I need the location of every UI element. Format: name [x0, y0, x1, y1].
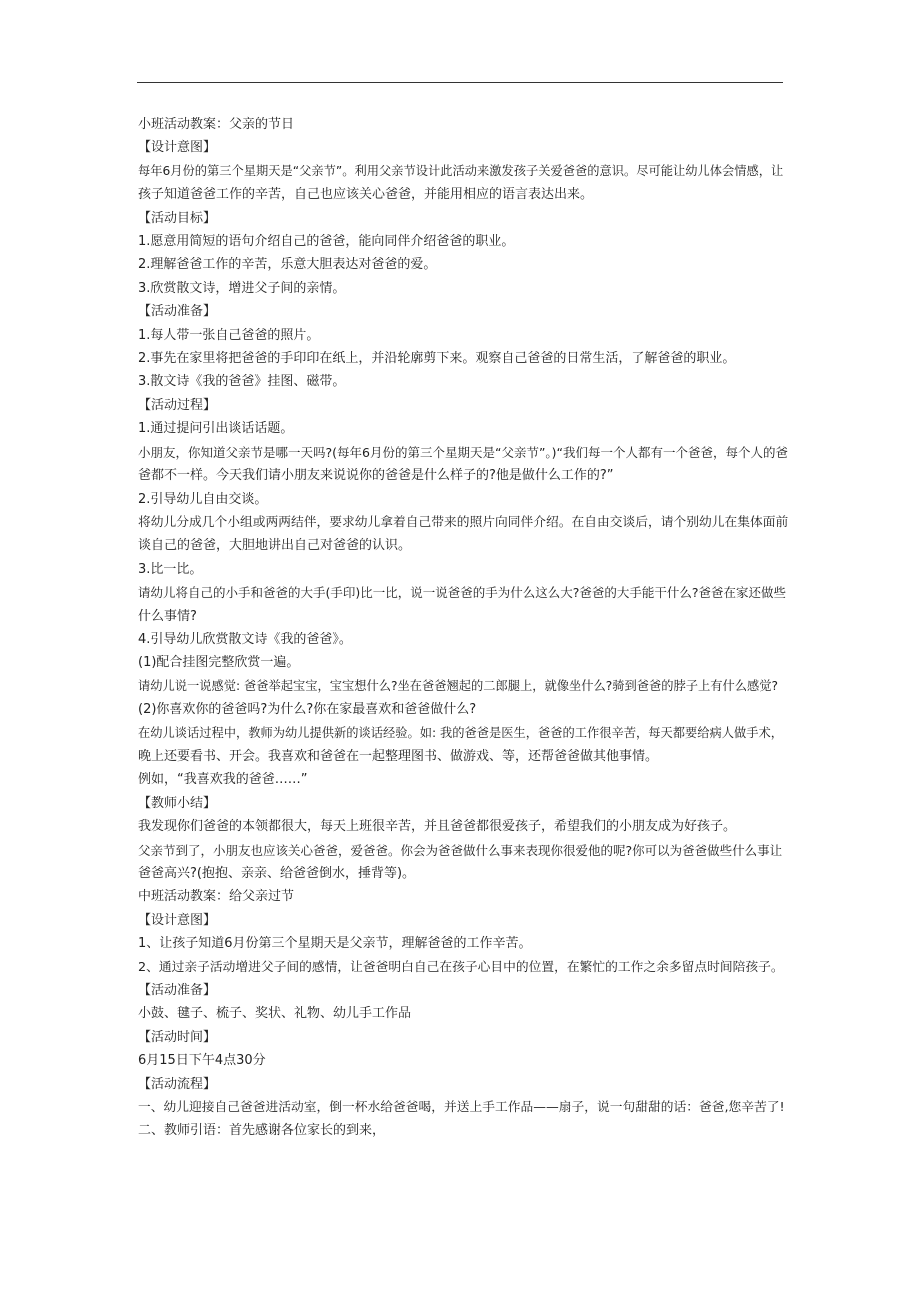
- text-line: 【设计意图】: [138, 140, 217, 156]
- text-line: 小鼓、毽子、梳子、奖状、礼物、幼儿手工作品: [138, 1006, 412, 1022]
- text-line: 3.欣赏散文诗，增进父子间的亲情。: [138, 280, 346, 296]
- text-line: 中班活动教案：给父亲过节: [138, 889, 295, 905]
- text-line: (1)配合挂图完整欣赏一遍。: [138, 655, 300, 671]
- header-rule: [137, 82, 783, 83]
- text-line: 【活动时间】: [138, 1029, 217, 1045]
- text-line: 什么事情?: [138, 608, 197, 624]
- document-body: [138, 113, 788, 1143]
- text-line: (2)你喜欢你的爸爸吗?为什么?你在家最喜欢和爸爸做什么?: [138, 702, 477, 718]
- text-line: 孩子知道爸爸工作的辛苦，自己也应该关心爸爸，并能用相应的语言表达出来。: [138, 187, 594, 203]
- text-line: 1.通过提问引出谈话话题。: [138, 421, 294, 437]
- text-line: 小朋友，你知道父亲节是哪一天吗?(每年6月份的第三个星期天是“父亲节”。)“我们每一个人都有一个爸爸，每个人的爸: [138, 444, 788, 460]
- text-line: 2.事先在家里将把爸爸的手印印在纸上，并沿轮廓剪下来。观察自己爸爸的日常生活，了解爸爸的职业。: [138, 351, 736, 367]
- text-line: 我发现你们爸爸的本领都很大，每天上班很辛苦，并且爸爸都很爱孩子，希望我们的小朋友成为好孩子。: [138, 819, 737, 835]
- text-line: 1.愿意用简短的语句介绍自己的爸爸，能向同伴介绍爸爸的职业。: [138, 234, 515, 250]
- text-line: 父亲节到了，小朋友也应该关心爸爸，爱爸爸。你会为爸爸做什么事来表现你很爱他的呢?你可以为爸爸做些什么事让: [138, 842, 783, 858]
- text-line: 1.每人带一张自己爸爸的照片。: [138, 327, 320, 343]
- text-line: 4.引导幼儿欣赏散文诗《我的爸爸》。: [138, 631, 352, 647]
- text-line: 1、让孩子知道6月份第三个星期天是父亲节，理解爸爸的工作辛苦。: [138, 936, 532, 952]
- text-line: 3.散文诗《我的爸爸》挂图、磁带。: [138, 374, 346, 390]
- text-line: 每年6月份的第三个星期天是“父亲节”。利用父亲节设计此活动来激发孩子关爱爸爸的意识。尽可能让幼儿体会情感，让: [138, 163, 784, 178]
- text-line: 【活动过程】: [138, 397, 217, 413]
- text-line: 【活动准备】: [138, 304, 217, 320]
- text-line: 2.引导幼儿自由交谈。: [138, 491, 268, 507]
- text-line: 【设计意图】: [138, 912, 217, 928]
- text-line: 将幼儿分成几个小组或两两结伴，要求幼儿拿着自己带来的照片向同伴介绍。在自由交谈后，请个别幼儿在集体面前: [138, 514, 788, 530]
- text-line: 一、幼儿迎接自己爸爸进活动室，倒一杯水给爸爸喝，并送上手工作品——扇子，说一句甜甜的话：爸爸,您辛苦了!: [138, 1100, 785, 1116]
- text-line: 6月15日下午4点30分: [138, 1053, 266, 1069]
- text-line: 3.比一比。: [138, 561, 203, 577]
- text-line: 【活动目标】: [138, 210, 217, 226]
- text-line: 例如，“我喜欢我的爸爸……”: [138, 772, 308, 788]
- text-line: 【活动准备】: [138, 983, 217, 999]
- text-line: 请幼儿将自己的小手和爸爸的大手(手印)比一比，说一说爸爸的手为什么这么大?爸爸的大手能干什么?爸爸在家还做些: [138, 585, 787, 601]
- text-line: 爸都不一样。今天我们请小朋友来说说你的爸爸是什么样子的?他是做什么工作的?”: [138, 468, 614, 484]
- text-line: 2、通过亲子活动增进父子间的感情，让爸爸明白自己在孩子心目中的位置，在繁忙的工作之余多留点时间陪孩子。: [138, 959, 784, 975]
- text-line: 【教师小结】: [138, 795, 217, 811]
- text-line: 晚上还要看书、开会。我喜欢和爸爸在一起整理图书、做游戏、等，还帮爸爸做其他事情。: [138, 748, 659, 764]
- text-line: 谈自己的爸爸，大胆地讲出自己对爸爸的认识。: [138, 538, 412, 554]
- text-line: 【活动流程】: [138, 1076, 217, 1092]
- text-line: 在幼儿谈话过程中，教师为幼儿提供新的谈话经验。如: 我的爸爸是医生，爸爸的工作很辛苦，每天都要给病人做手术，: [138, 725, 784, 740]
- text-line: 2.理解爸爸工作的辛苦，乐意大胆表达对爸爸的爱。: [138, 257, 437, 273]
- text-line: 二、教师引语：首先感谢各位家长的到来，: [138, 1123, 386, 1139]
- text-line: 小班活动教案：父亲的节日: [138, 117, 295, 132]
- text-line: 请幼儿说一说感觉: 爸爸举起宝宝，宝宝想什么?坐在爸爸翘起的二郎腿上，就像坐什么?骑到爸爸的脖子上有什么感觉?: [138, 678, 779, 693]
- text-line: 爸爸高兴?(抱抱、亲亲、给爸爸倒水，捶背等)。: [138, 866, 416, 881]
